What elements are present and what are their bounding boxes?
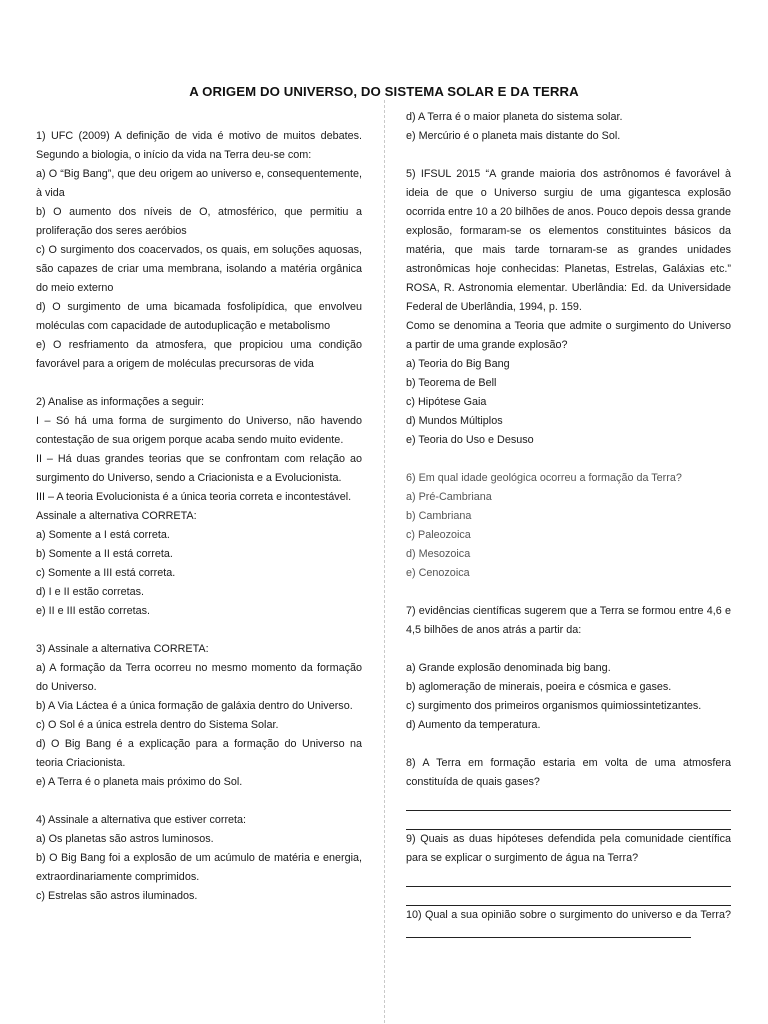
left-text-line: 4) Assinale a alternativa que estiver correta:	[36, 814, 247, 826]
right-column-part-a	[406, 108, 731, 469]
left-text-line: I – Só há uma forma de surgimento do Universo, não havendo contestação de sua origem porque acaba sendo muito evidente.	[36, 415, 362, 446]
question-9: 9) Quais as duas hipóteses defendida pela comunidade científica para se explicar o surgimento de água na Terra?	[406, 833, 731, 864]
left-text-line: a) A formação da Terra ocorreu no mesmo momento da formação do Universo.	[36, 662, 362, 693]
right-text-line: a) Grande explosão denominada big bang.	[406, 662, 611, 674]
left-text-line: e) O resfriamento da atmosfera, que propiciou uma condição favorável para a origem de moléculas precursoras de vida	[36, 339, 362, 370]
left-text-line: II – Há duas grandes teorias que se confrontam com relação ao surgimento do Universo, sendo a Criacionista e a Evolucionista.	[36, 453, 362, 484]
left-text-line: d) O surgimento de uma bicamada fosfolipídica, que envolveu moléculas com capacidade de autoduplicação e metabolismo	[36, 301, 362, 332]
left-text-line: d) O Big Bang é a explicação para a formação do Universo na teoria Criacionista.	[36, 738, 362, 769]
right-column	[406, 108, 731, 945]
question-10-text: 10) Qual a sua opinião sobre o surgimento do universo e da Terra?	[406, 909, 731, 921]
right-text-line: 8) A Terra em formação estaria em volta de uma atmosfera constituída de quais gases?	[406, 757, 731, 788]
left-text-line: b) Somente a II está correta.	[36, 548, 173, 560]
answer-line-q9-2[interactable]	[406, 887, 731, 906]
right-text-line: 5) IFSUL 2015 “A grande maioria dos astrônomos é favorável à ideia de que o Universo surgiu de uma gigantesca explosão ocorrida entre 10 a 20 bilhões de anos. Pouco depois dessa grande explosão, formaram-se os elementos constituintes básicos da matéria, que mais tarde tornaram-se as grandes unidades astronômicas hoje conhecidas: Planetas, Estrelas, Galáxias etc.” ROSA, R. Astronomia elementar. Uberlândia: Ed. da Universidade Federal de Uberlândia, 1994, p. 159.	[406, 168, 731, 313]
left-text-line: e) A Terra é o planeta mais próximo do Sol.	[36, 776, 243, 788]
q6-text-line: b) Cambriana	[406, 510, 472, 522]
right-text-line: d) Mundos Múltiplos	[406, 415, 503, 427]
right-text-line: e) Mercúrio é o planeta mais distante do Sol.	[406, 130, 621, 142]
left-text-line: a) Somente a I está correta.	[36, 529, 170, 541]
blank-line	[406, 450, 731, 469]
left-text-line: a) Os planetas são astros luminosos.	[36, 833, 214, 845]
q6-text-line: c) Paleozoica	[406, 529, 471, 541]
left-text-line: e) II e III estão corretas.	[36, 605, 151, 617]
left-text-line: c) O Sol é a única estrela dentro do Sistema Solar.	[36, 719, 279, 731]
left-text-line: b) O Big Bang foi a explosão de um acúmulo de matéria e energia, extraordinariamente comprimidos.	[36, 852, 362, 883]
page-title: A ORIGEM DO UNIVERSO, DO SISTEMA SOLAR E DA TERRA	[189, 84, 579, 99]
left-text-line: c) O surgimento dos coacervados, os quais, em soluções aquosas, são capazes de criar uma membrana, isolando a matéria orgânica do meio externo	[36, 244, 362, 294]
blank-line	[406, 583, 731, 602]
answer-line-q9-1[interactable]	[406, 868, 731, 887]
blank-line	[36, 621, 362, 640]
blank-line	[406, 735, 731, 754]
left-text-line: III – A teoria Evolucionista é a única teoria correta e incontestável.	[36, 491, 352, 503]
left-column	[36, 127, 362, 906]
left-text-line: c) Somente a III está correta.	[36, 567, 176, 579]
right-text-line: a) Teoria do Big Bang	[406, 358, 510, 370]
right-text-line: d) Aumento da temperatura.	[406, 719, 541, 731]
q6-text-line: 6) Em qual idade geológica ocorreu a formação da Terra?	[406, 472, 682, 484]
left-text-line: 1) UFC (2009) A definição de vida é motivo de muitos debates. Segundo a biologia, o início da vida na Terra deu-se com:	[36, 130, 362, 161]
right-text-line: d) A Terra é o maior planeta do sistema solar.	[406, 111, 623, 123]
q6-text-line: d) Mesozoica	[406, 548, 471, 560]
q6-text-line: a) Pré-Cambriana	[406, 491, 492, 503]
right-text-line: c) surgimento dos primeiros organismos quimiossintetizantes.	[406, 700, 702, 712]
left-text-line: 3) Assinale a alternativa CORRETA:	[36, 643, 209, 655]
left-text-line: c) Estrelas são astros iluminados.	[36, 890, 198, 902]
left-text-line: b) A Via Láctea é a única formação de galáxia dentro do Universo.	[36, 700, 353, 712]
answer-line-q8-2[interactable]	[406, 811, 731, 830]
left-text-line: d) I e II estão corretas.	[36, 586, 145, 598]
left-text-line: b) O aumento dos níveis de O, atmosférico, que permitiu a proliferação dos seres aeróbios	[36, 206, 362, 237]
left-text-line: 2) Analise as informações a seguir:	[36, 396, 205, 408]
right-text-line: 7) evidências científicas sugerem que a Terra se formou entre 4,6 e 4,5 bilhões de anos atrás a partir da:	[406, 605, 731, 636]
column-divider	[384, 100, 385, 1024]
blank-line	[406, 146, 731, 165]
q6-text-line: e) Cenozoica	[406, 567, 470, 579]
blank-line	[36, 374, 362, 393]
right-text-line: b) aglomeração de minerais, poeira e cósmica e gases.	[406, 681, 672, 693]
right-text-line: e) Teoria do Uso e Desuso	[406, 434, 534, 446]
right-text-line: Como se denomina a Teoria que admite o surgimento do Universo a partir de uma grande explosão?	[406, 320, 731, 351]
answer-line-q8-1[interactable]	[406, 792, 731, 811]
answer-line-q10[interactable]	[406, 925, 691, 938]
question-6	[406, 469, 731, 583]
right-column-part-b	[406, 583, 731, 792]
right-text-line: c) Hipótese Gaia	[406, 396, 487, 408]
blank-line	[406, 640, 731, 659]
left-text-line: Assinale a alternativa CORRETA:	[36, 510, 197, 522]
right-text-line: b) Teorema de Bell	[406, 377, 497, 389]
left-text-line: a) O “Big Bang”, que deu origem ao universo e, consequentemente, à vida	[36, 168, 362, 199]
question-10	[406, 906, 731, 945]
blank-line	[36, 792, 362, 811]
